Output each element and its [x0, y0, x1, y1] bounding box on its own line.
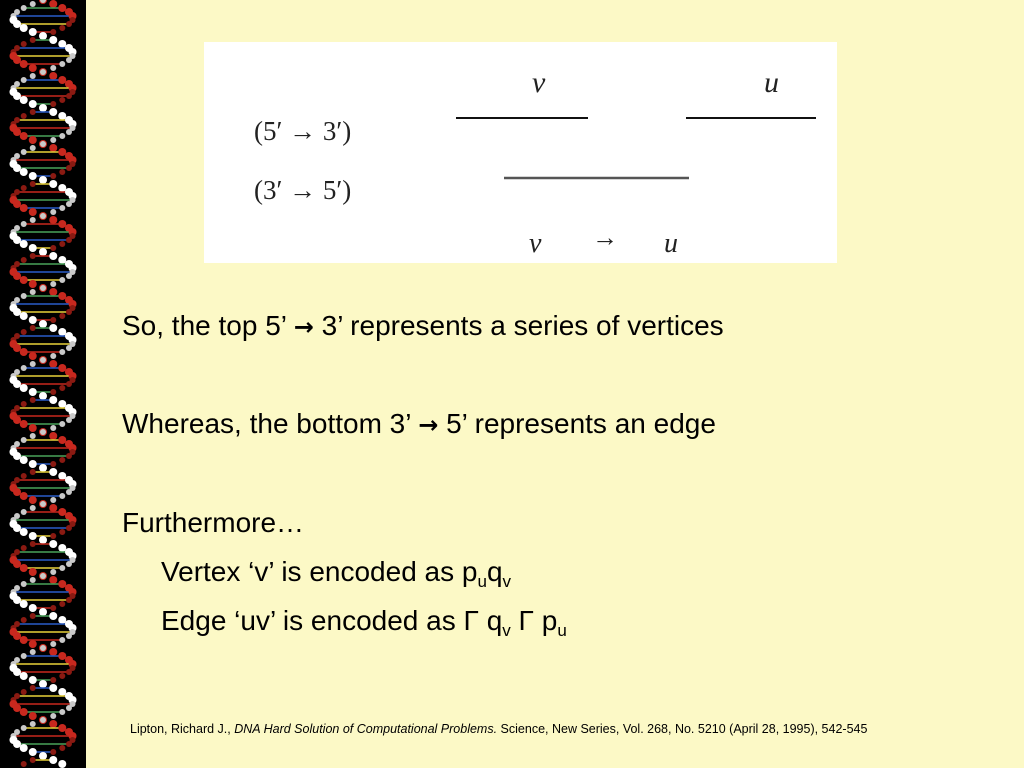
figure-bottom-arrow: → — [592, 223, 618, 252]
citation — [130, 722, 867, 736]
strand-diagram — [204, 42, 837, 263]
line2-text-start: Whereas, the bottom 3’ — [122, 408, 419, 439]
figure-bottom-u: u — [664, 228, 678, 259]
line5-text: Edge ‘uv’ is encoded as Γ q — [161, 605, 503, 636]
figure-label-v: ν — [532, 66, 546, 99]
text-line-furthermore: Furthermore… — [122, 507, 305, 538]
text-line-vertices — [122, 309, 724, 344]
dna-helix-decoration — [0, 0, 86, 768]
dna-helix-graphic — [0, 0, 86, 768]
text-line-edge — [122, 407, 716, 442]
line1-text-end: 3’ represents a series of vertices — [313, 310, 724, 341]
right-arrow-icon: → — [293, 313, 314, 341]
citation-details: Science, New Series, Vol. 268, No. 5210 (April 28, 1995), 542-545 — [497, 722, 868, 736]
citation-author: Lipton, Richard J., — [130, 722, 235, 736]
citation-title: DNA Hard Solution of Computational Problems. — [234, 722, 498, 736]
line4-q: q — [486, 556, 503, 587]
line5-subscript-v: v — [502, 621, 511, 640]
text-line-edge-encoding — [161, 604, 567, 638]
line4-text: Vertex ‘v’ is encoded as p — [161, 556, 478, 587]
text-line-vertex-encoding — [161, 555, 511, 589]
right-arrow-icon: → — [418, 411, 439, 439]
line4-subscript-v: v — [502, 572, 512, 591]
figure-label-u: u — [764, 66, 779, 99]
figure-bottom-v: ν — [529, 228, 542, 259]
figure-row1-label: (5′ → 3′) — [254, 116, 352, 146]
line2-text-end: 5’ represents an edge — [438, 408, 716, 439]
figure-row2-label: (3′ → 5′) — [254, 175, 352, 205]
line1-text-start: So, the top 5’ — [122, 310, 294, 341]
line5-subscript-u: u — [557, 621, 567, 640]
line5-gamma-p: Γ p — [510, 605, 558, 636]
line4-subscript-u: u — [477, 572, 487, 591]
